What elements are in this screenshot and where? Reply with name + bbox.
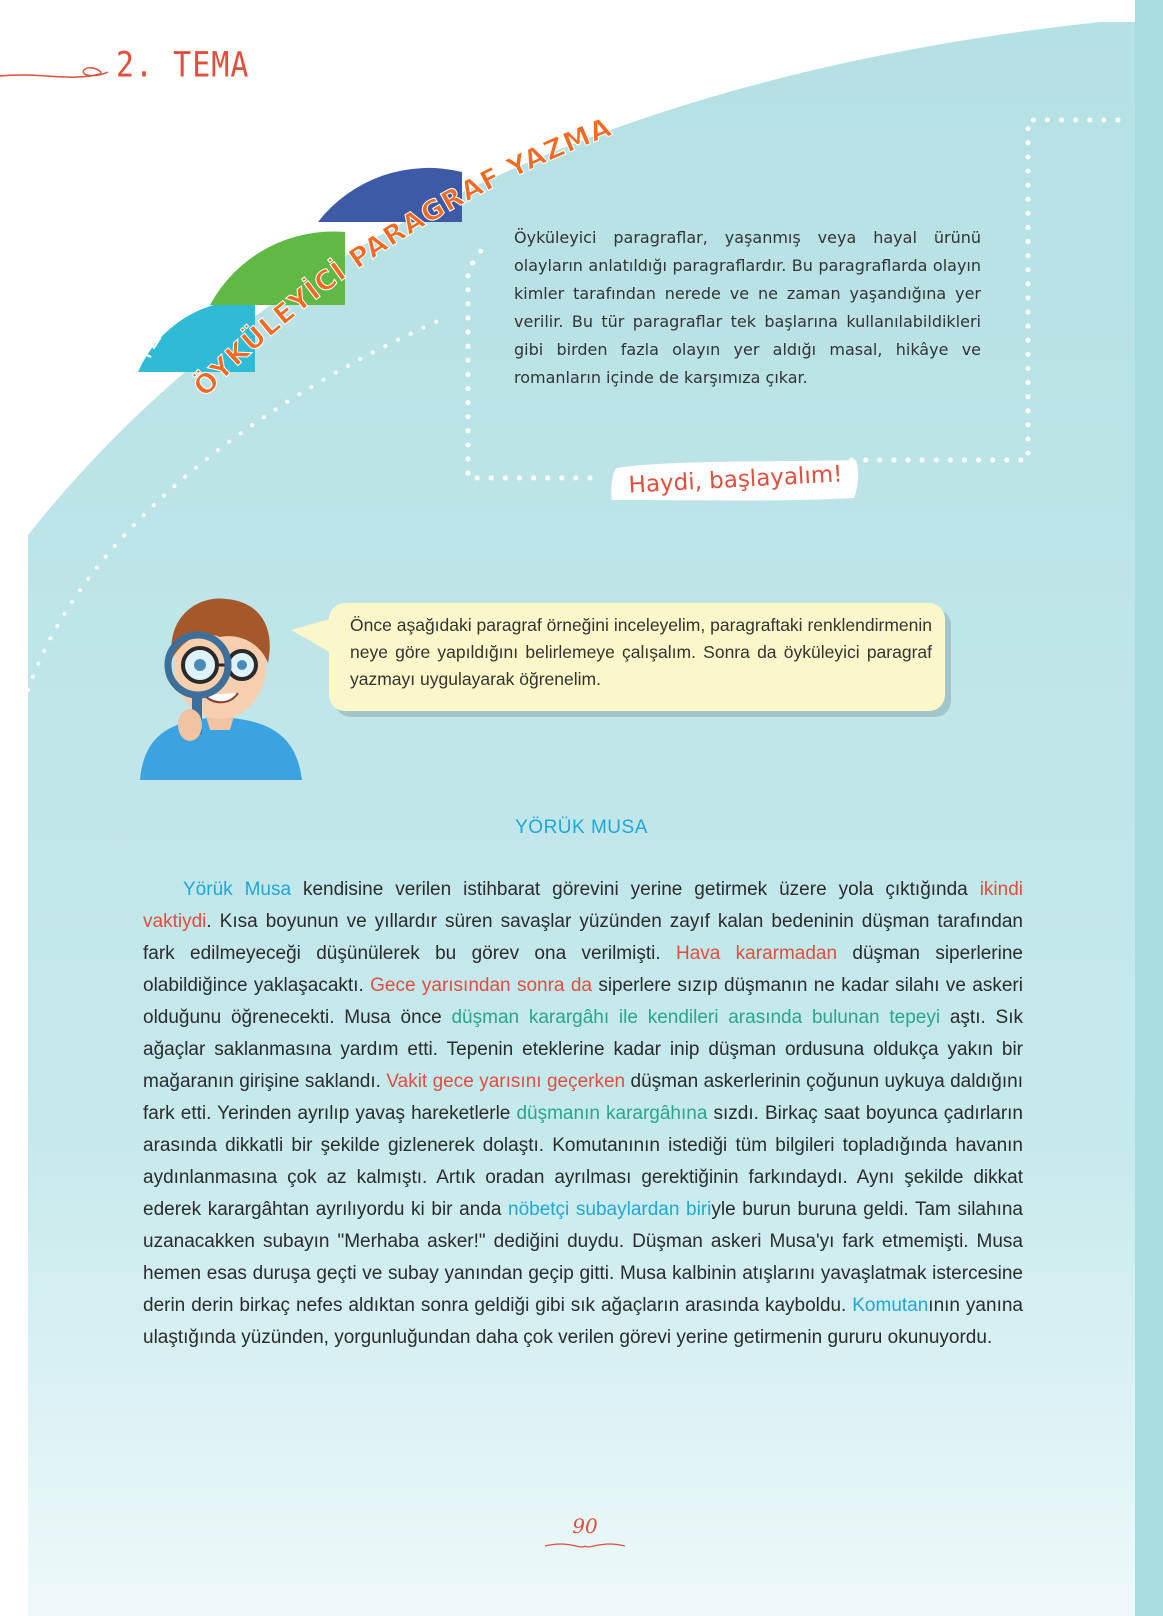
highlight-red: Vakit gece yarısını geçerken [386, 1071, 626, 1092]
svg-text:ÖĞREN [316, 139, 419, 204]
speech-bubble-tail [291, 618, 333, 654]
story-paragraph [143, 874, 1023, 1354]
story-text: sızdı. Birkaç saat boyunca çadırların arasında dikkatli bir şekilde gizlenerek dolaştı. Komutanının istediği tüm bilgileri topladığında havanın aydınlanmasına çok az kalmıştı. Artık oradan ayrılması gerektiğinin farkındaydı. Aynı şekilde dikkat ederek karargâhtan ayrılıyordu ki bir anda [143, 1103, 1023, 1220]
story-text: aştı. Sık ağaçlar saklanmasına yardım etti. Tepenin eteklerine kadar inip düşman ordusuna oldukça yakın bir mağaranın girişine saklandı. [143, 1007, 1023, 1092]
highlight-green: düşmanın karargâhına [516, 1103, 708, 1124]
highlight-blue: nöbetçi subaylardan biri [508, 1199, 712, 1220]
story-text: yle burun buruna geldi. Tam silahına uzanacakken subayın "Merhaba asker!" dediğini duydu. Düşman askeri Musa'yı fark etmemişti. Musa hemen esas duruşa geçti ve subay yanından geçip gitti. Musa kalbinin atışlarını yavaşlatmak istercesine derin derin birkaç nefes aldıktan sonra geldiği gibi sık ağaçların arasında kayboldu. [143, 1199, 1023, 1316]
story-text: . Kısa boyunun ve yıllardır süren savaşlar yüzünden zayıf kalan bedeninin düşman tarafından fark edilmeyeceği düşünülerek bu görev ona verilmişti. [143, 911, 1023, 964]
highlight-blue: Komutan [852, 1295, 929, 1316]
theme-label: 2. TEMA [116, 45, 250, 86]
speech-bubble-text: Önce aşağıdaki paragraf örneğini inceleyelim, paragraftaki renklendirmenin neye göre yapıldığını belirlemeye çalışalım. Sonra da öyküleyici paragraf yazmayı uygulayarak öğrenelim. [350, 615, 932, 689]
svg-text:İZLE [132, 296, 194, 362]
story-text: düşman askerlerinin çoğunun uykuya daldığını fark etti. Yerinden ayrılıp yavaş hareketlerle [143, 1071, 1023, 1124]
ogren-label: ÖĞREN [316, 139, 419, 205]
story-text: siperlere sızıp düşmanın ne kadar silahı ve askeri olduğunu öğrenecekti. Musa önce [143, 975, 1023, 1028]
boy-with-magnifier-illustration [130, 585, 310, 785]
intro-paragraph: Öyküleyici paragraflar, yaşanmış veya hayal ürünü olayların anlatıldığı paragraflardır. Bu paragraflarda olayın kimler tarafından nerede ve ne zaman yaşandığına yer verilir. Bu tür paragraflar tek başlarına kullanılabildikleri gibi birden fazla olayın yer aldığı masal, hikâye ve romanların içinde de karşımıza çıkar. [514, 228, 981, 387]
highlight-red: ikindi vaktiydi [143, 879, 1024, 932]
story-text: kendisine verilen istihbarat görevini yerine getirmek üzere yola çıktığında [291, 879, 980, 900]
highlight-red: Hava kararmadan [675, 943, 838, 964]
page-number: 90 [572, 1514, 598, 1538]
highlight-red: Gece yarısından sonra da [370, 975, 592, 996]
story-body [143, 874, 1023, 1354]
story-text: ının yanına ulaştığında yüzünden, yorgunluğundan daha çok verilen görevi yerine getirmenin gururu okunuyordu. [143, 1295, 1023, 1348]
highlight-blue: Yörük Musa [183, 879, 292, 900]
story-text: düşman siperlerine olabildiğince yaklaşacaktı. [143, 943, 1023, 996]
svg-text:UYGULA [210, 203, 319, 285]
start-banner [608, 458, 863, 502]
uygula-label: UYGULA [209, 202, 319, 285]
start-banner-label: Haydi, başlayalım! [628, 461, 843, 499]
story-title: YÖRÜK MUSA [515, 817, 648, 838]
highlight-green: düşman karargâhı ile kendileri arasında bulunan tepeyi [451, 1007, 941, 1028]
section-title: ÖYKÜLEYİCİ PARAGRAF YAZMA [187, 111, 617, 403]
izle-label: İZLE [132, 296, 194, 363]
